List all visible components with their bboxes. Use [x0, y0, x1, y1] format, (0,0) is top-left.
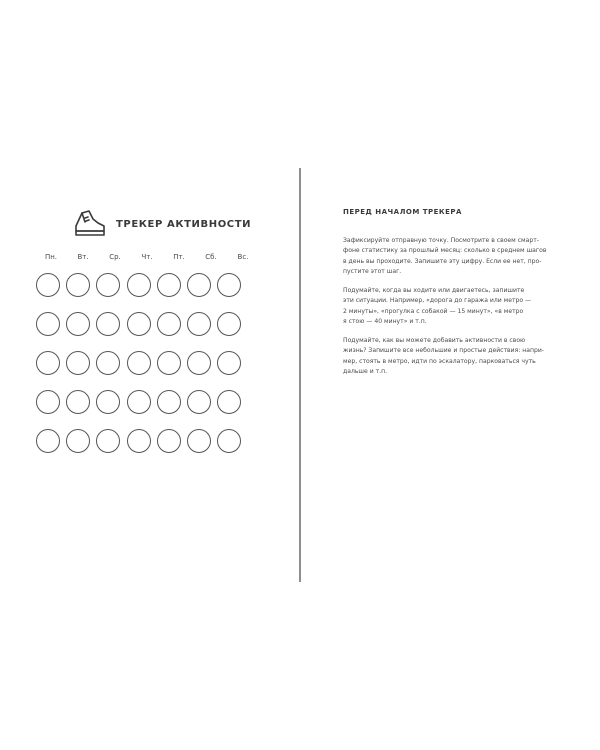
tracker-day-circle[interactable]	[96, 429, 120, 453]
paragraph-line: в день вы проходите. Запишите эту цифру. Если ее нет, про-	[343, 257, 542, 265]
paragraph-starting-point	[343, 236, 577, 277]
tracker-day-circle[interactable]	[127, 390, 151, 414]
tracker-day-circle[interactable]	[36, 429, 60, 453]
tracker-day-circle[interactable]	[127, 351, 151, 375]
paragraph-line: фоне статистику за прошлый месяц: сколько в среднем шагов	[343, 247, 547, 255]
weekday-label: Сб.	[205, 253, 217, 261]
paragraph-line: Подумайте, как вы можете добавить активности в свою	[343, 337, 526, 344]
tracker-day-circle[interactable]	[36, 390, 60, 414]
tracker-day-circle[interactable]	[187, 429, 211, 453]
tracker-day-circle[interactable]	[157, 390, 181, 414]
paragraph-line: пустите этот шаг.	[343, 267, 402, 275]
paragraph-line: мер, стоять в метро, идти по эскалатору, парковаться чуть	[343, 357, 536, 365]
tracker-day-circle[interactable]	[96, 273, 120, 297]
tracker-day-circle[interactable]	[157, 351, 181, 375]
tracker-day-circle[interactable]	[96, 312, 120, 336]
paragraph-movement-situations	[343, 286, 577, 327]
tracker-week-row	[36, 351, 260, 390]
left-page	[0, 168, 299, 582]
paragraph-line: 2 минуты», «прогулка с собакой — 15 минут», «в метро	[343, 307, 524, 315]
tracker-day-circle[interactable]	[36, 273, 60, 297]
tracker-day-circle[interactable]	[96, 390, 120, 414]
tracker-day-circle[interactable]	[217, 429, 241, 453]
tracker-day-circle[interactable]	[217, 390, 241, 414]
book-spread	[0, 168, 600, 582]
weekday-label: Пн.	[44, 253, 58, 261]
tracker-day-circle[interactable]	[96, 351, 120, 375]
weekday-header	[35, 253, 259, 261]
tracker-day-circle[interactable]	[187, 390, 211, 414]
tracker-day-circle[interactable]	[127, 273, 151, 297]
tracker-day-circle[interactable]	[217, 351, 241, 375]
paragraph-line: Зафиксируйте отправную точку. Посмотрите в своем смарт-	[343, 237, 540, 244]
tracker-grid	[36, 273, 260, 468]
weekday-label: Вт.	[77, 253, 89, 261]
tracker-day-circle[interactable]	[127, 312, 151, 336]
tracker-day-circle[interactable]	[66, 390, 90, 414]
paragraph-add-activity	[343, 336, 577, 377]
tracker-day-circle[interactable]	[36, 312, 60, 336]
tracker-week-row	[36, 273, 260, 312]
tracker-day-circle[interactable]	[66, 312, 90, 336]
tracker-header	[72, 208, 251, 240]
tracker-title: ТРЕКЕР АКТИВНОСТИ	[116, 218, 252, 230]
tracker-day-circle[interactable]	[157, 273, 181, 297]
weekday-label: Ср.	[109, 253, 121, 261]
tracker-day-circle[interactable]	[66, 351, 90, 375]
paragraph-line: Подумайте, когда вы ходите или двигаетесь, запишите	[343, 287, 525, 294]
tracker-week-row	[36, 429, 260, 468]
weekday-label: Пт.	[173, 253, 185, 261]
paragraph-line: я стою — 40 минут» и т.п.	[343, 317, 427, 325]
paragraph-line: дальше и т.п.	[343, 367, 388, 375]
weekday-label: Чт.	[141, 253, 153, 261]
tracker-week-row	[36, 312, 260, 351]
tracker-day-circle[interactable]	[217, 312, 241, 336]
tracker-day-circle[interactable]	[217, 273, 241, 297]
tracker-day-circle[interactable]	[187, 351, 211, 375]
sneaker-icon	[72, 209, 106, 239]
tracker-day-circle[interactable]	[187, 312, 211, 336]
tracker-day-circle[interactable]	[127, 429, 151, 453]
weekday-label: Вс.	[237, 253, 249, 261]
tracker-day-circle[interactable]	[187, 273, 211, 297]
right-page	[301, 168, 600, 582]
tracker-day-circle[interactable]	[157, 312, 181, 336]
tracker-day-circle[interactable]	[157, 429, 181, 453]
right-page-title: ПЕРЕД НАЧАЛОМ ТРЕКЕРА	[343, 208, 462, 216]
tracker-week-row	[36, 390, 260, 429]
tracker-day-circle[interactable]	[36, 351, 60, 375]
tracker-day-circle[interactable]	[66, 429, 90, 453]
tracker-day-circle[interactable]	[66, 273, 90, 297]
paragraph-line: жизнь? Запишите все небольшие и простые действия: напри-	[343, 347, 544, 355]
paragraph-line: эти ситуации. Например, «дорога до гаража или метро —	[343, 297, 532, 305]
